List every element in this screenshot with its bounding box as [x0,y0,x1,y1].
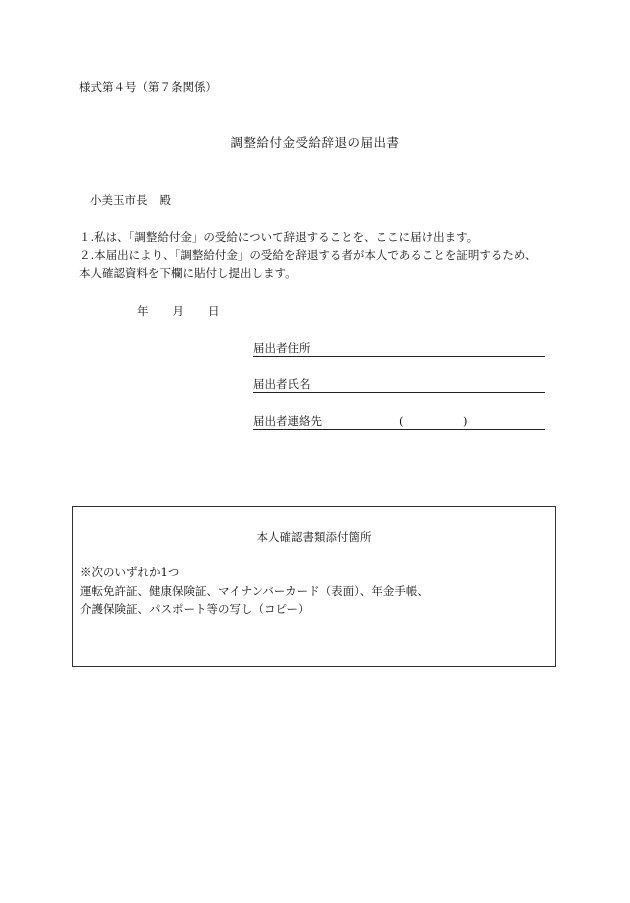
address-label: 届出者住所 [253,341,311,355]
paragraph-1: １.私は、「調整給付金」の受給について辞退することを、ここに届け出ます。 [79,230,479,244]
contact-paren-open: ( [399,414,404,428]
id-document-attachment-box [72,506,556,667]
attachment-note-line-1: 運転免許証、健康保険証、マイナンバーカード（表面）、年金手帳、 [80,584,429,598]
attachment-note-line-2: 介護保険証、パスポート等の写し（コピー） [80,602,310,616]
date-day-label: 日 [208,304,220,318]
name-label: 届出者氏名 [253,377,311,391]
attachment-note-heading: ※次のいずれか1つ [80,565,180,579]
form-number: 様式第４号（第７条関係） [79,80,217,94]
addressee-name: 小美玉市長 [90,193,148,207]
address-field[interactable] [253,343,545,357]
document-title: 調整給付金受給辞退の届出書 [230,135,400,150]
date-month-label: 月 [172,304,184,318]
attachment-box-title: 本人確認書類添付箇所 [256,530,372,544]
addressee [90,195,171,207]
paragraph-2-continued: 本人確認資料を下欄に貼付し提出します。 [79,266,297,280]
name-field[interactable] [253,379,545,393]
contact-field[interactable] [253,416,545,430]
honorific: 殿 [159,193,171,207]
date-year-label: 年 [137,304,149,318]
paragraph-2: ２.本届出により、「調整給付金」の受給を辞退する者が本人であることを証明するため、 [79,248,537,262]
contact-paren-close: ) [463,414,468,428]
date-line [137,306,220,318]
contact-label: 届出者連絡先 [253,414,322,428]
